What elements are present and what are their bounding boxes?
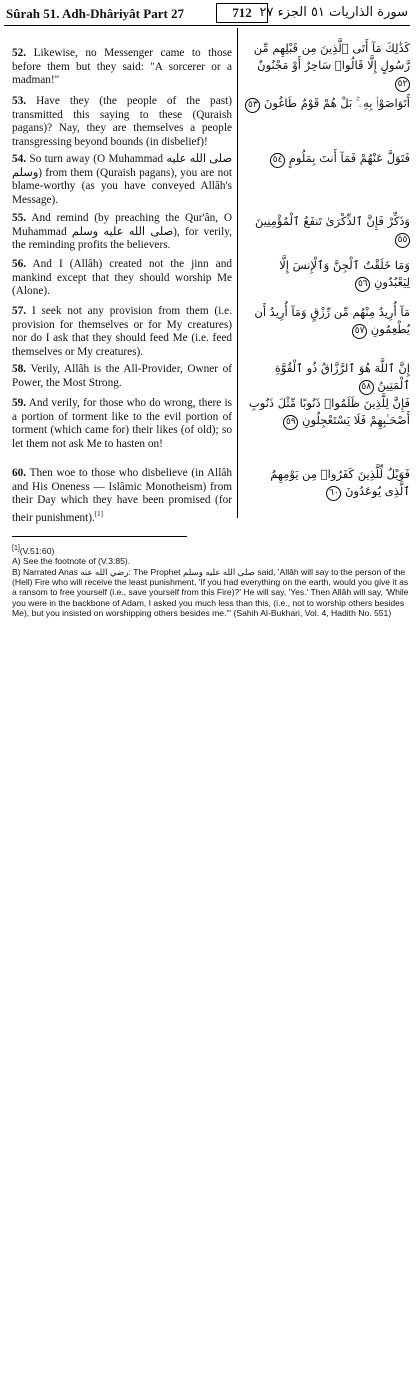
arabic-surah-title: سورة الذاريات ٥١ الجزء ٢٧ [259, 5, 408, 20]
verse-end-mark: ٦٠ [326, 486, 341, 501]
verse-end-mark: ٥٩ [283, 415, 298, 430]
footnote-reference: [1](V.51:60) [12, 545, 55, 556]
arabic-verse-57: مَآ أُرِيدُ مِنْهُم مِّن رِّزْقٍ وَمَآ أُرِيدُ أَن يُطْعِمُونِ ٥٧ [244, 304, 410, 339]
verse-end-mark: ٥٤ [270, 153, 285, 168]
verse-60: 60. Then woe to those who disbelieve (in Allâh and His Oneness — Islâmic Monotheism) from their Day which they have been promised (for their punishment).[1] [12, 467, 232, 524]
verse-end-mark: ٥٧ [352, 324, 367, 339]
footnote-a: A) See the footnote of (V.3:85). [12, 556, 131, 567]
verse-end-mark: ٥٢ [395, 77, 410, 92]
page-number: 712 [216, 3, 268, 23]
arabic-verse-56: وَمَا خَلَقْتُ ٱلْجِنَّ وَٱلْإِنسَ إِلَّا لِيَعْبُدُونِ ٥٦ [244, 257, 410, 292]
verse-52: 52. Likewise, no Messenger came to those before them but they said: "A sorcerer or a madman!" [12, 47, 232, 87]
arabic-verse-60: فَوَيْلٌ لِّلَّذِينَ كَفَرُوا۟ مِن يَوْمِهِمُ ٱلَّذِى يُوعَدُونَ ٦٠ [244, 466, 410, 501]
verse-end-mark: ٥٣ [245, 98, 260, 113]
footnotes [12, 544, 412, 619]
arabic-verse-55: وَذَكِّرْ فَإِنَّ ٱلذِّكْرَىٰ تَنفَعُ ٱلْمُؤْمِنِينَ ٥٥ [244, 213, 410, 248]
verse-end-mark: ٥٦ [355, 277, 370, 292]
footnote-b: B) Narrated Anas رضي الله عنه: The Prophet صلى الله عليه وسلم said, 'Allâh will say to the person of the (Hell) Fire who will receive the least punishment, 'If you had everything on the earth, would you give it as a ransom to free yourself (i.e., save yourself from this Fire)?' He will say, 'Yes.' Then Allâh will say, 'While you were in the backbone of Adam, I asked you much less than this, (i.e., not to worship others besides Me), but you insisted on worshipping others besides me."' (Sahih Al-Bukhari, Vol. 4, Hadith No. 551) [12, 566, 409, 619]
verse-56: 56. And I (Allâh) created not the jinn and mankind except that they should worship Me (Alone). [12, 258, 232, 298]
footnote-rule [12, 536, 187, 537]
page-header [4, 3, 410, 26]
verse-59: 59. And verily, for those who do wrong, there is a portion of torment like to the evil portion of torment (which came for) their likes (of old); so let them not ask Me to hasten on! [12, 397, 233, 450]
verse-55: 55. And remind (by preaching the Qur'ân, O Muhammad صلى الله عليه وسلم), for verily, the reminding profits the believers. [12, 212, 233, 252]
verse-end-mark: ٥٨ [359, 380, 374, 395]
verse-end-mark: ٥٥ [395, 233, 410, 248]
arabic-verse-58: إِنَّ ٱللَّهَ هُوَ ٱلرَّزَّاقُ ذُو ٱلْقُوَّةِ ٱلْمَتِينُ ٥٨ [244, 360, 410, 395]
arabic-verse-53: أَتَوَاصَوْا۟ بِهِۦ ۚ بَلْ هُمْ قَوْمٌ طَاغُونَ ٥٣ [244, 95, 410, 113]
arabic-verse-54: فَتَوَلَّ عَنْهُمْ فَمَآ أَنتَ بِمَلُومٍ ٥٤ [244, 150, 410, 168]
verse-58: 58. Verily, Allâh is the All-Provider, Owner of Power, the Most Strong. [12, 363, 232, 389]
verse-57: 57. I seek not any provision from them (i.e. provision for themselves or for My creatures) nor do I ask that they should feed Me (i.e. feed themselves or My creatures). [12, 305, 232, 358]
verse-54: 54. So turn away (O Muhammad صلى الله عليه وسلم) from them (Quraish pagans), you are not blame-worthy (as you have conveyed Allâh's Message). [12, 153, 232, 206]
verse-53: 53. Have they (the people of the past) transmitted this saying to these (Quraish pagans)? Nay, they are themselves a people transgressing beyond bounds (in disbelief)! [12, 95, 233, 148]
surah-title: Sûrah 51. Adh-Dhâriyât Part 27 [6, 6, 185, 21]
arabic-verse-52: كَذَٰلِكَ مَآ أَتَى ٱلَّذِينَ مِن قَبْلِهِم مِّن رَّسُولٍ إِلَّا قَالُوا۟ سَاحِرٌ أَوْ مَجْنُونٌ ٥٢ [244, 40, 410, 92]
column-divider [237, 28, 238, 518]
arabic-verse-59: فَإِنَّ لِلَّذِينَ ظَلَمُوا۟ ذَنُوبًا مِّثْلَ ذَنُوبِ أَصْحَـٰبِهِمْ فَلَا يَسْتَعْجِلُونِ ٥٩ [244, 395, 410, 430]
